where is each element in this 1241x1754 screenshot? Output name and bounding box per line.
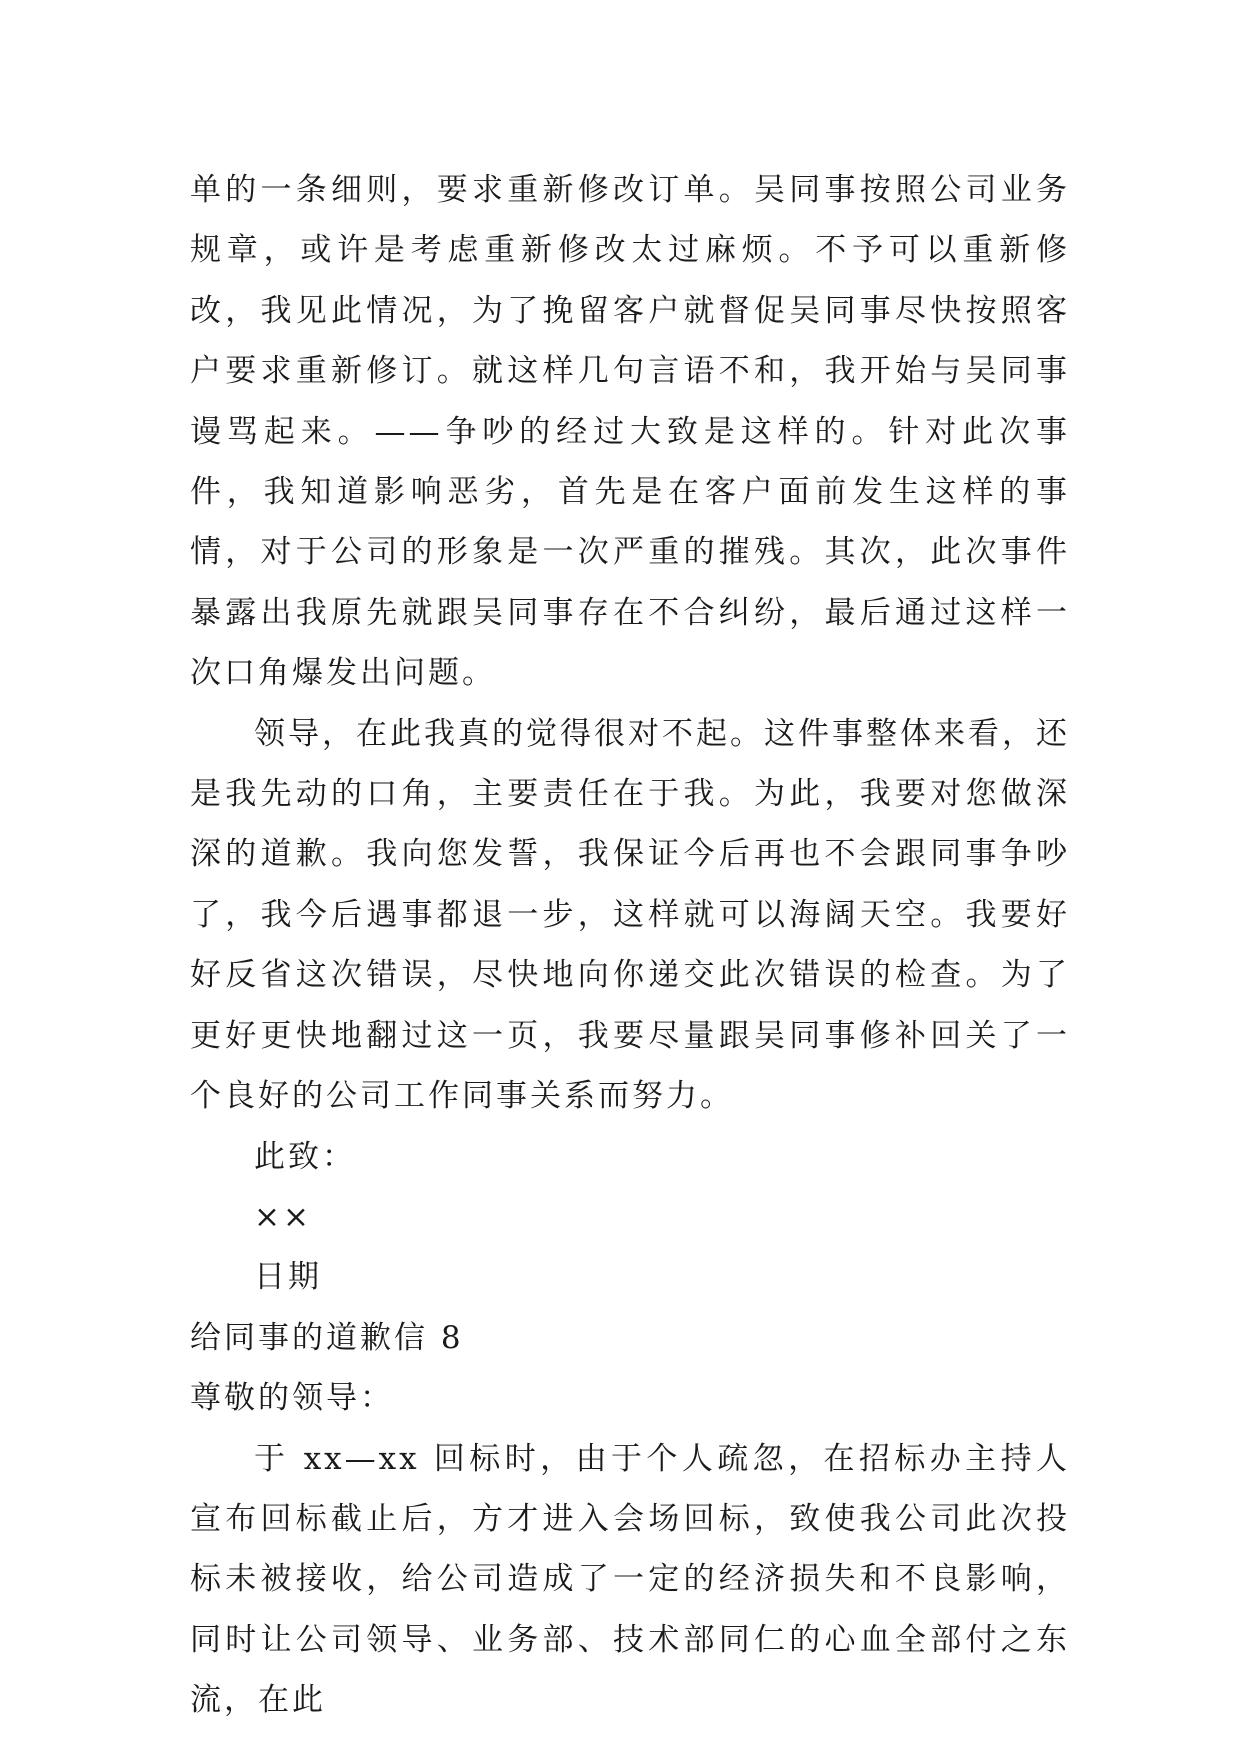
closing-line: 此致： xyxy=(254,1138,356,1175)
paragraph-apology: 领导，在此我真的觉得很对不起。这件事整体来看，还是我先动的口角，主要责任在于我。为此，我要对您做深深的道歉。我向您发誓，我保证今后再也不会跟同事争吵了，我今后遇事都退一步，这样就可以海阔天空。我要好好反省这次错误，尽快地向你递交此次错误的检查。为了更好更快地翻过这一页，我要尽量跟吴同事修补回关了一个良好的公司工作同事关系而努力。 xyxy=(190,715,1070,1115)
date-line: 日期 xyxy=(254,1259,322,1296)
document-body xyxy=(190,160,1070,1731)
salutation-line: 尊敬的领导： xyxy=(190,1380,394,1417)
paragraph-bidding: 于 xx—xx 回标时，由于个人疏忽，在招标办主持人宣布回标截止后，方才进入会场回标，致使我公司此次投标未被接收，给公司造成了一定的经济损失和不良影响，同时让公司领导、业务部、技术部同仁的心血全部付之东流，在此 xyxy=(190,1440,1070,1719)
signature-line: ×× xyxy=(254,1198,312,1235)
letter-heading: 给同事的道歉信 8 xyxy=(190,1319,464,1356)
paragraph-incident: 单的一条细则，要求重新修改订单。吴同事按照公司业务规章，或许是考虑重新修改太过麻烦。不予可以重新修改，我见此情况，为了挽留客户就督促吴同事尽快按照客户要求重新修订。就这样几句言语不和，我开始与吴同事谩骂起来。——争吵的经过大致是这样的。针对此次事件，我知道影响恶劣，首先是在客户面前发生这样的事情，对于公司的形象是一次严重的摧残。其次，此次事件暴露出我原先就跟吴同事存在不合纠纷，最后通过这样一次口角爆发出问题。 xyxy=(190,172,1070,692)
